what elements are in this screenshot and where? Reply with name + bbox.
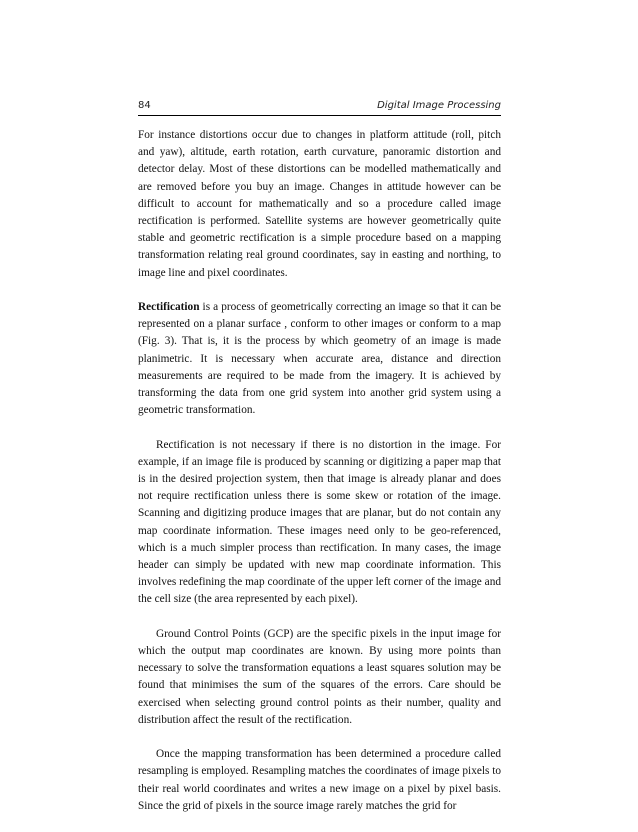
paragraph-distortions <box>138 127 501 282</box>
paragraph-text: For instance distortions occur due to changes in platform attitude (roll, pitch and yaw), altitude, earth rotation, earth curvature, panoramic distortion and detector delay. Most of these distortions can be modelled mathematically and are removed before you buy an image. Changes in attitude however can be difficult to account for mathematically and so a procedure called image rectification is performed. Satellite systems are however geometrically quite stable and geometric rectification is a simple procedure based on a mapping transformation relating real ground coordinates, say in easting and northing, to image line and pixel coordinates. <box>138 129 501 279</box>
paragraph-text: is a process of geometrically correcting an image so that it can be represented on a planar surface , conform to other images or conform to a map (Fig. 3). That is, it is the process by which geometry of an image is made planimetric. It is necessary when accurate area, distance and direction measurements are required to be made from the imagery. It is achieved by transforming the data from one grid system into another grid system using a geometric transformation. <box>138 301 501 417</box>
paragraph-text: Rectification is not necessary if there is no distortion in the image. For example, if an image file is produced by scanning or digitizing a paper map that is in the desired projection system, then that image is already planar and does not require rectification unless there is some skew or rotation of the image. Scanning and digitizing produce images that are planar, but do not contain any map coordinate information. These images need only to be geo-referenced, which is a much simpler process than rectification. In many cases, the image header can simply be updated with new map coordinate information. This involves redefining the map coordinate of the upper left corner of the image and the cell size (the area represented by each pixel). <box>138 438 501 606</box>
page-number: 84 <box>138 100 151 111</box>
body-text <box>138 127 501 832</box>
term-rectification: Rectification <box>138 301 200 314</box>
running-header <box>138 99 501 116</box>
paragraph-rectification-necessity <box>138 437 501 609</box>
paragraph-ground-control-points <box>138 626 501 729</box>
paragraph-text: Once the mapping transformation has been determined a procedure called resampling is employed. Resampling matches the coordinates of image pixels to their real world coordinates and writes a new image on a pixel by pixel basis. Since the grid of pixels in the source image rarely matches the grid for <box>138 748 501 812</box>
book-title: Digital Image Processing <box>377 100 501 111</box>
paragraph-rectification-definition <box>138 299 501 419</box>
paragraph-resampling <box>138 746 501 815</box>
paragraph-text: Ground Control Points (GCP) are the specific pixels in the input image for which the output map coordinates are known. By using more points than necessary to solve the transformation equations a least squares solution may be found that minimises the sum of the squares of the errors. Care should be exercised when selecting ground control points as their number, quality and distribution affect the result of the rectification. <box>138 627 501 726</box>
